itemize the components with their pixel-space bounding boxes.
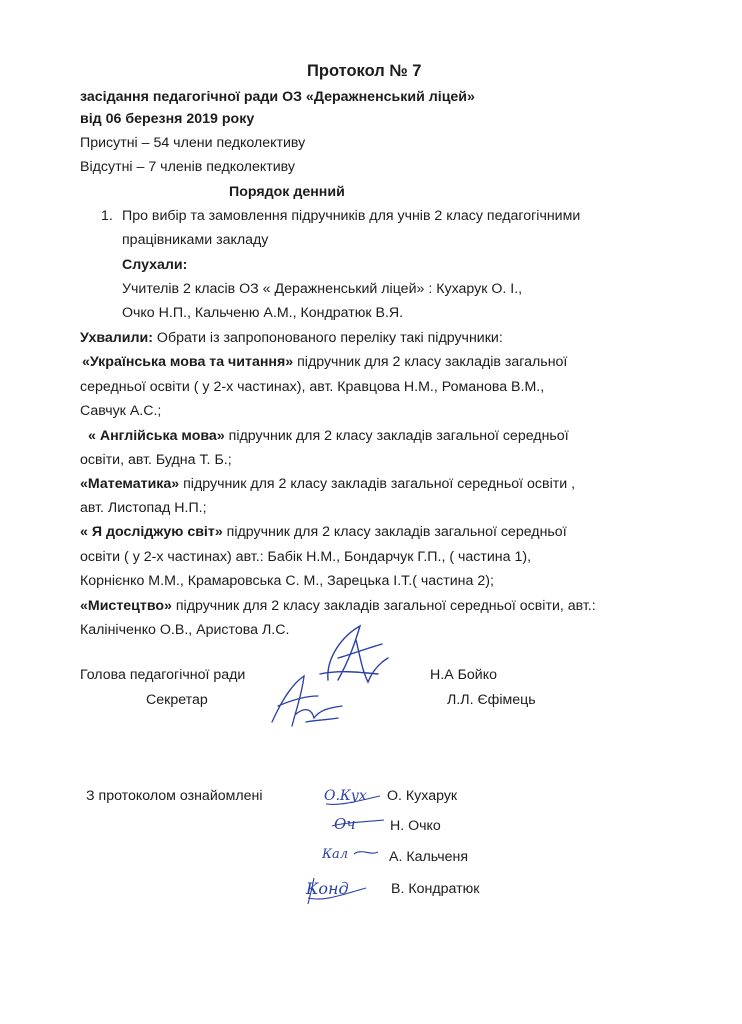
agenda-item-line: Про вибір та замовлення підручників для учнів 2 класу педагогічними xyxy=(122,208,581,224)
book-line xyxy=(88,427,569,445)
teacher-signature xyxy=(330,810,386,838)
svg-text:Кал: Кал xyxy=(322,847,349,862)
book-text: освіти, авт. Будна Т. Б.; xyxy=(80,452,232,468)
acknowledged-label: З протоколом ознайомлені xyxy=(86,788,263,804)
acknowledged-name: Н. Очко xyxy=(390,818,441,834)
acknowledged-name: О. Кухарук xyxy=(387,788,458,804)
chair-label: Голова педагогічної ради xyxy=(80,667,246,683)
page-subtitle: засідання педагогічної ради ОЗ «Деражненський ліцей» xyxy=(80,89,475,105)
chair-name: Н.А Бойко xyxy=(430,667,497,683)
book-text: Калініченко О.В., Аристова Л.С. xyxy=(80,622,290,638)
book-text: освіти ( у 2-х частинах) авт.: Бабік Н.М., Бондарчук Г.П., ( частина 1), xyxy=(80,549,532,565)
decided-label: Ухвалили: xyxy=(80,330,153,346)
book-text: Савчук А.С.; xyxy=(80,403,162,419)
book-text: авт. Листопад Н.П.; xyxy=(80,500,207,516)
svg-text:О.Кух: О.Кух xyxy=(324,788,367,804)
book-title: «Мистецтво» xyxy=(80,598,172,614)
book-text: Корнієнко М.М., Крамаровська С. М., Зарецька І.Т.( частина 2); xyxy=(80,573,494,589)
decided-text: Обрати із запропонованого переліку такі підручники: xyxy=(152,330,503,346)
present-count: Присутні – 54 члени педколективу xyxy=(80,135,306,151)
book-text: підручник для 2 класу закладів загальної середньої освіти, авт.: xyxy=(171,598,596,614)
book-title: « Я досліджую світ» xyxy=(80,524,223,540)
secretary-name: Л.Л. Єфімець xyxy=(447,692,536,708)
absent-count: Відсутні – 7 членів педколективу xyxy=(80,159,295,175)
book-text: підручник для 2 класу закладів загальної середньої освіти , xyxy=(179,476,576,492)
book-line xyxy=(82,353,567,371)
acknowledged-name: А. Кальченя xyxy=(389,849,469,865)
secretary-signature xyxy=(262,670,352,732)
book-line xyxy=(80,523,567,541)
book-title: «Українська мова та читання» xyxy=(82,354,294,370)
agenda-heading: Порядок денний xyxy=(229,184,345,200)
book-title: «Математика» xyxy=(80,476,180,492)
meeting-date: від 06 березня 2019 року xyxy=(80,111,255,127)
book-line xyxy=(80,475,575,493)
teacher-signature xyxy=(322,780,384,810)
acknowledged-name: В. Кондратюк xyxy=(391,881,480,897)
agenda-item-number: 1. xyxy=(101,208,113,224)
page-title: Протокол № 7 xyxy=(307,62,422,80)
book-text: підручник для 2 класу закладів загальної середньої xyxy=(224,428,569,444)
decided-paragraph xyxy=(80,329,503,347)
book-text: підручник для 2 класу закладів загальної середньої xyxy=(222,524,567,540)
book-text: підручник для 2 класу закладів загальної xyxy=(293,354,568,370)
heard-text: Учителів 2 класів ОЗ « Деражненський ліцей» : Кухарук О. І., xyxy=(122,281,523,297)
teacher-signature xyxy=(300,868,370,908)
svg-text:Конд: Конд xyxy=(306,879,349,898)
svg-text:Оч: Оч xyxy=(334,815,356,833)
heard-text: Очко Н.П., Кальченю А.М., Кондратюк В.Я. xyxy=(122,305,404,321)
agenda-item-line: працівниками закладу xyxy=(122,232,269,248)
book-title: « Англійська мова» xyxy=(88,428,225,444)
teacher-signature xyxy=(318,840,382,866)
book-line xyxy=(80,597,596,615)
heard-label: Слухали: xyxy=(122,257,188,273)
book-text: середньої освіти ( у 2-х частинах), авт. Кравцова Н.М., Романова В.М., xyxy=(80,379,545,395)
secretary-label: Секретар xyxy=(146,692,208,708)
